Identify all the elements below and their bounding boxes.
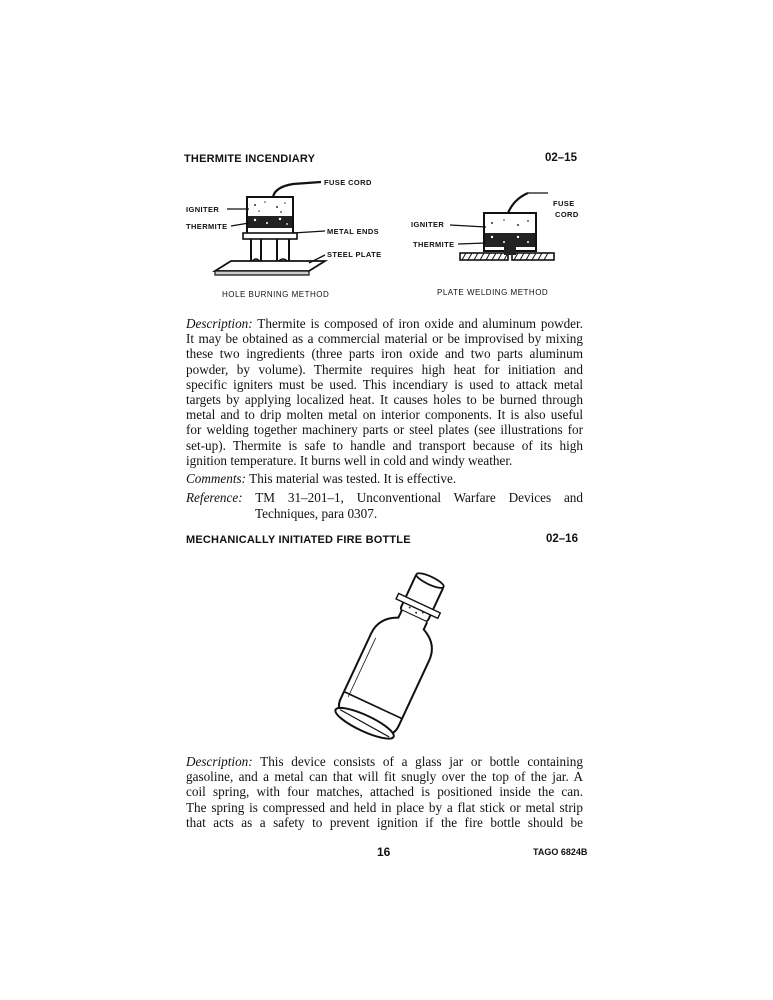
description-lead: Description:: [186, 754, 253, 769]
fire-bottle-description: [186, 754, 583, 830]
description-line: Description: Thermite is composed of iron oxide and aluminum powder.: [186, 316, 583, 331]
description-line: The spring is compressed and held in place by a flat stick or metal strip: [186, 799, 583, 815]
description-line: powder, by volume). Thermite requires high heat for initiation and: [186, 361, 583, 377]
label-metal-ends: METAL ENDS: [327, 227, 380, 236]
reference-text: TM 31–201–1, Unconventional Warfare Devices and: [242, 490, 583, 505]
caption-plate-welding: PLATE WELDING METHOD: [437, 288, 549, 297]
thermite-reference-line1: [186, 490, 583, 506]
description-line: coil spring, with four matches, attached is positioned inside the can.: [186, 784, 583, 800]
tago-code: TAGO 6824B: [533, 847, 588, 857]
description-line: specific igniters must be used. This incendiary is used to attack metal: [186, 376, 583, 392]
thermite-description: [186, 316, 583, 468]
label-fuse-cord: FUSE CORD: [324, 178, 372, 187]
label-thermite-right: THERMITE: [413, 240, 455, 249]
thermite-reference-line2: Techniques, para 0307.: [255, 506, 378, 521]
section-heading-thermite: THERMITE INCENDIARY: [184, 153, 316, 165]
caption-hole-burning: HOLE BURNING METHOD: [222, 290, 330, 299]
description-line: set-up). Thermite is safe to handle and transport because of its high: [186, 437, 583, 453]
section-heading-fire-bottle: MECHANICALLY INITIATED FIRE BOTTLE: [186, 534, 411, 546]
label-cord: CORD: [555, 210, 579, 219]
page-number: 16: [377, 845, 391, 859]
reference-lead: Reference:: [186, 490, 243, 505]
description-line: It may be obtained as a commercial material or be improvised by mixing: [186, 331, 583, 347]
label-thermite-left: THERMITE: [186, 222, 228, 231]
description-line: these two ingredients (three parts iron oxide and two parts aluminum: [186, 346, 583, 362]
description-lead: Description:: [186, 316, 253, 331]
description-line: gasoline, and a metal can that will fit snugly over the top of the jar. A: [186, 769, 583, 785]
label-igniter-left: IGNITER: [186, 205, 220, 214]
label-steel-plate: STEEL PLATE: [327, 250, 382, 259]
thermite-comments: [186, 471, 456, 487]
description-line: Description: This device consists of a glass jar or bottle containing: [186, 754, 583, 769]
description-line: ignition temperature. It burns well in cold and windy weather.: [186, 452, 513, 468]
description-line: for welding together machinery parts or steel plates (see illustrations for: [186, 422, 583, 438]
fire-bottle-illustration: [335, 568, 455, 748]
label-igniter-right: IGNITER: [411, 220, 445, 229]
comments-text: This material was tested. It is effective.: [246, 471, 457, 486]
description-line: that acts as a safety to prevent ignition if the fire bottle should be: [186, 814, 583, 830]
comments-lead: Comments:: [186, 471, 247, 486]
description-line: targets by applying localized heat. It causes holes to be burned through: [186, 391, 583, 407]
description-line: metal and to drip molten metal on interior components. It is also useful: [186, 407, 583, 423]
label-fuse: FUSE: [553, 199, 575, 208]
section-number-02-15: 02–15: [545, 152, 577, 164]
section-number-02-16: 02–16: [546, 533, 578, 545]
